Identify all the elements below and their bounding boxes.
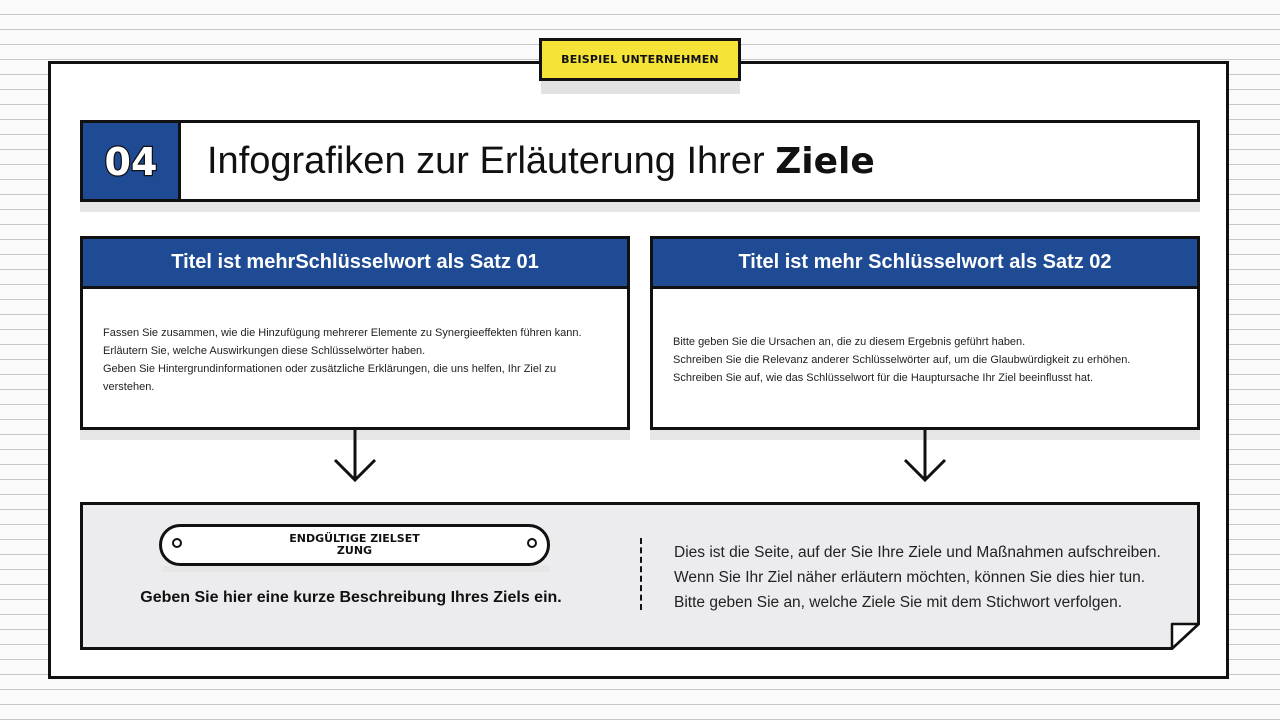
final-goal-label [159,524,550,566]
info-line: Schreiben Sie auf, wie das Schlüsselwort für die Hauptursache Ihr Ziel beeinflusst hat. [673,371,1094,384]
final-goal-description: Geben Sie hier eine kurze Beschreibung Ihres Ziels ein. [140,589,562,606]
info-box-1 [80,236,630,430]
info-box-title: Titel ist mehrSchlüsselwort als Satz 01 [83,239,627,289]
page-title-bold: Ziele [775,140,875,182]
info-line: Erläutern Sie, welche Auswirkungen diese Schlüsselwörter haben. [103,344,426,357]
detail-line: Wenn Sie Ihr Ziel näher erläutern möchten, können Sie dies hier tun. [674,569,1146,586]
section-number-box [83,123,181,199]
info-box-2 [650,236,1200,430]
detail-line: Dies ist die Seite, auf der Sie Ihre Ziele und Maßnahmen aufschreiben. [674,544,1161,561]
company-badge: BEISPIEL UNTERNEHMEN [539,38,741,81]
pin-dot-icon [172,538,182,548]
svg-text:04: 04 [104,140,157,184]
info-box-body [653,289,1197,430]
title-bar [80,120,1200,202]
final-goal-details [674,540,1184,615]
info-line: Fassen Sie zusammen, wie die Hinzufügung mehrerer Elemente zu Synergieeffekten führen kann. [103,326,582,339]
final-goal-label-line: ZUNG [336,544,373,557]
final-goal-label-text [270,533,440,557]
info-line: Geben Sie Hintergrundinformationen oder zusätzliche Erklärungen, die uns helfen, Ihr Ziel zu verstehen. [103,362,557,393]
info-line: Schreiben Sie die Relevanz anderer Schlüsselwörter auf, um die Glaubwürdigkeit zu erhöhen. [673,353,1131,366]
page-title-regular: Infografiken zur Erläuterung Ihrer [207,139,776,182]
pill-shadow [163,566,550,572]
info-box-title: Titel ist mehr Schlüsselwort als Satz 02 [653,239,1197,289]
final-goal-label-line: ENDGÜLTIGE ZIELSET [289,532,420,545]
page-title [207,140,875,183]
section-number [91,136,171,186]
detail-line: Bitte geben Sie an, welche Ziele Sie mit dem Stichwort verfolgen. [674,594,1123,611]
pin-dot-icon [527,538,537,548]
info-box-body [83,289,627,430]
arrow-down-icon [332,430,378,484]
arrow-down-icon [902,430,948,484]
info-line: Bitte geben Sie die Ursachen an, die zu diesem Ergebnis geführt haben. [673,335,1026,348]
title-shadow [80,202,1200,212]
dashed-divider [640,538,642,610]
